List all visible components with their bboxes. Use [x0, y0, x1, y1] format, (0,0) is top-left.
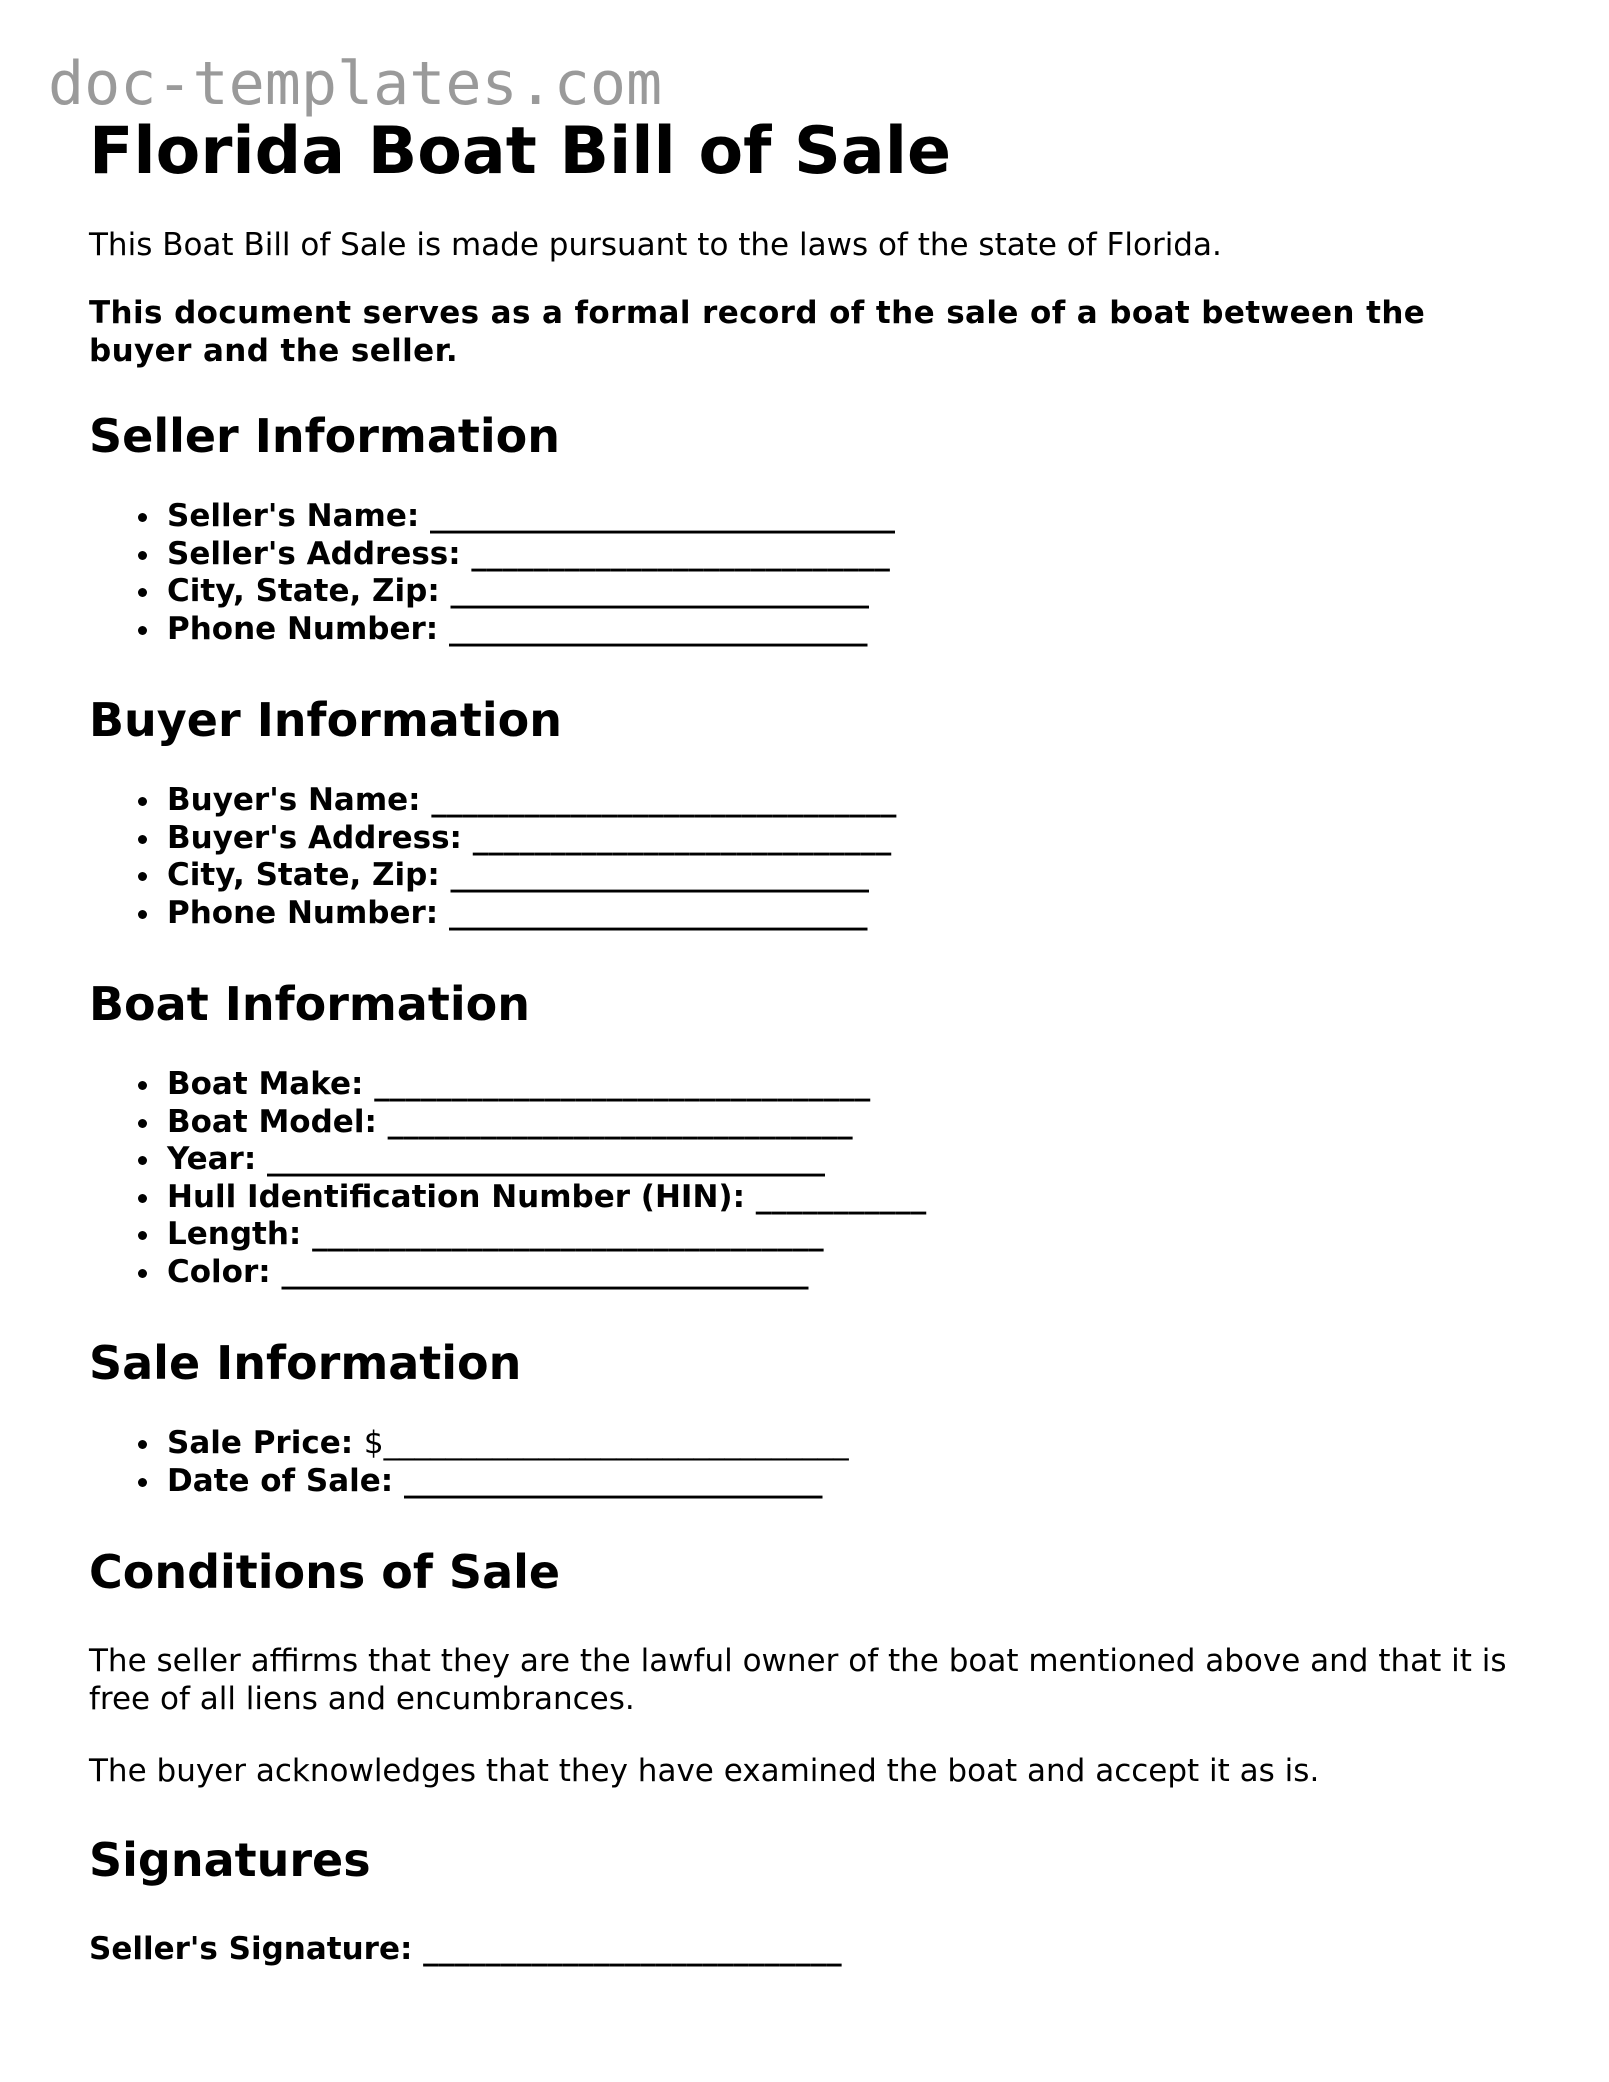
seller-name-field: Seller's Name: ______________________________ — [167, 498, 1529, 536]
seller-signature-field: Seller's Signature: ___________________________ — [89, 1931, 842, 1967]
sale-fields-list — [89, 1425, 1529, 1500]
sale-info-heading: Sale Information — [89, 1336, 522, 1390]
boat-fields-list — [89, 1066, 1529, 1291]
boat-model-field: Boat Model: ______________________________ — [167, 1104, 1529, 1142]
boat-color-field: Color: __________________________________ — [167, 1254, 1529, 1292]
document-body — [89, 112, 1529, 1968]
buyer-info-heading: Buyer Information — [89, 693, 562, 747]
seller-address-field: Seller's Address: ___________________________ — [167, 536, 1529, 574]
seller-city-state-zip-field: City, State, Zip: ___________________________ — [167, 573, 1529, 611]
buyer-city-state-zip-field: City, State, Zip: ___________________________ — [167, 857, 1529, 895]
boat-length-field: Length: _________________________________ — [167, 1216, 1529, 1254]
document-title: Florida Boat Bill of Sale — [89, 114, 952, 189]
signatures-heading: Signatures — [89, 1833, 371, 1887]
buyer-name-field: Buyer's Name: ______________________________ — [167, 782, 1529, 820]
conditions-paragraph-owner: The seller affirms that they are the lawful owner of the boat mentioned above and that it is free of all liens and encumbrances. — [89, 1643, 1507, 1717]
boat-year-field: Year: ____________________________________ — [167, 1141, 1529, 1179]
seller-fields-list — [89, 498, 1529, 648]
conditions-heading: Conditions of Sale — [89, 1545, 561, 1599]
boat-hin-field: Hull Identification Number (HIN): ___________ — [167, 1179, 1529, 1217]
buyer-phone-field: Phone Number: ___________________________ — [167, 895, 1529, 933]
sale-price-label: Sale Price: — [167, 1425, 354, 1461]
seller-phone-field: Phone Number: ___________________________ — [167, 611, 1529, 649]
buyer-address-field: Buyer's Address: ___________________________ — [167, 820, 1529, 858]
sale-date-field: Date of Sale: ___________________________ — [167, 1463, 1529, 1501]
sale-price-field — [167, 1425, 1529, 1463]
boat-make-field: Boat Make: ________________________________ — [167, 1066, 1529, 1104]
intro-paragraph: This Boat Bill of Sale is made pursuant to the laws of the state of Florida. — [89, 227, 1222, 263]
sale-price-blank: $______________________________ — [363, 1425, 849, 1461]
watermark-logo: doc-templates.com — [48, 49, 663, 119]
conditions-paragraph-as-is: The buyer acknowledges that they have examined the boat and accept it as is. — [89, 1753, 1320, 1789]
buyer-fields-list — [89, 782, 1529, 932]
boat-info-heading: Boat Information — [89, 977, 530, 1031]
intro-bold-paragraph: This document serves as a formal record of the sale of a boat between the buyer and the seller. — [89, 295, 1426, 369]
seller-info-heading: Seller Information — [89, 409, 561, 463]
